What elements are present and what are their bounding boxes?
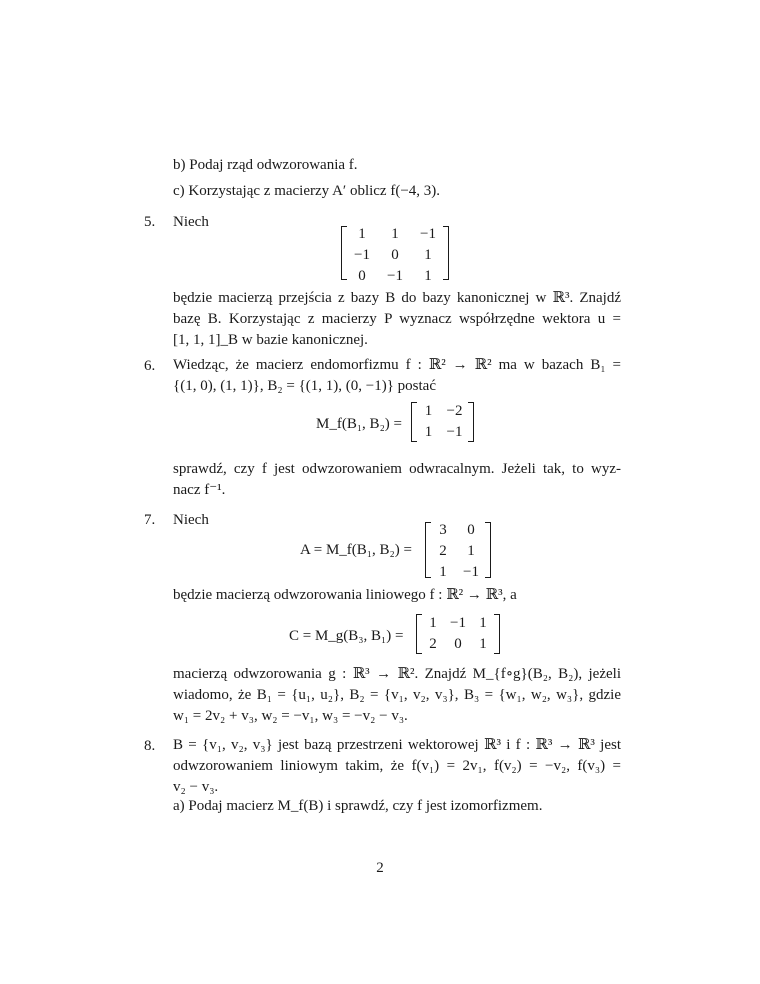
problem-6-eq-label: M_f(B₁, B₂) = <box>316 416 403 432</box>
problem-6-text-1: Wiedząc, że macierz endomorfizmu f : ℝ² → ℝ² ma w bazach B₁ = <box>173 357 621 373</box>
problem-6-text-2: {(1, 0), (1, 1)}, B₂ = {(1, 1), (0, −1)} postać <box>173 378 436 394</box>
problem-8-text-3: v₂ − v₃. <box>173 779 219 795</box>
problem-8-number: 8. <box>144 738 156 754</box>
problem-5-matrix: 1 1 −1 −1 0 1 0 −1 1 <box>341 226 449 280</box>
problem-7-eq2-label: C = M_g(B₃, B₁) = <box>289 628 404 644</box>
problem-7-eq1-label: A = M_f(B₁, B₂) = <box>300 542 412 558</box>
problem-7-matrix-a: 3 0 2 1 1 −1 <box>425 522 491 578</box>
problem-7-mid: będzie macierzą odwzorowania liniowego f : ℝ² → ℝ³, a <box>173 587 517 603</box>
problem-6-matrix: 1 −2 1 −1 <box>411 402 474 442</box>
problem-6-after-2: nacz f⁻¹. <box>173 482 226 498</box>
problem-6-after-1: sprawdź, czy f jest odwzorowaniem odwracalnym. Jeżeli tak, to wyz- <box>173 461 621 477</box>
problem-7-after-2: wiadomo, że B₁ = {u₁, u₂}, B₂ = {v₁, v₂, v₃}, B₃ = {w₁, w₂, w₃}, gdzie <box>173 687 621 703</box>
problem-7-number: 7. <box>144 512 156 528</box>
problem-7-after-3: w₁ = 2v₂ + v₃, w₂ = −v₁, w₃ = −v₂ − v₃. <box>173 708 408 724</box>
problem-7-after-1: macierzą odwzorowania g : ℝ³ → ℝ². Znajdź M_{f∘g}(B₂, B₂), jeżeli <box>173 666 621 682</box>
problem-7-intro: Niech <box>173 512 209 528</box>
problem-5-text-2: bazę B. Korzystając z macierzy P wyznacz współrzędne wektora u = <box>173 311 621 327</box>
problem-8-item-a: a) Podaj macierz M_f(B) i sprawdź, czy f jest izomorfizmem. <box>173 798 543 814</box>
problem-5-number: 5. <box>144 214 156 230</box>
problem-7-matrix-c: 1 −1 1 2 0 1 <box>416 614 500 654</box>
problem-5-intro: Niech <box>173 214 209 230</box>
problem-5-text-3: [1, 1, 1]_B w bazie kanonicznej. <box>173 332 368 348</box>
page-number: 2 <box>376 860 384 876</box>
problem-6-number: 6. <box>144 358 156 374</box>
item-b: b) Podaj rząd odwzorowania f. <box>173 157 358 173</box>
problem-8-text-1: B = {v₁, v₂, v₃} jest bazą przestrzeni wektorowej ℝ³ i f : ℝ³ → ℝ³ jest <box>173 737 621 753</box>
item-c: c) Korzystając z macierzy A′ oblicz f(−4, 3). <box>173 183 441 199</box>
problem-8-text-2: odwzorowaniem liniowym takim, że f(v₁) = 2v₁, f(v₂) = −v₂, f(v₃) = <box>173 758 621 774</box>
problem-5-text-1: będzie macierzą przejścia z bazy B do bazy kanonicznej w ℝ³. Znajdź <box>173 290 621 306</box>
